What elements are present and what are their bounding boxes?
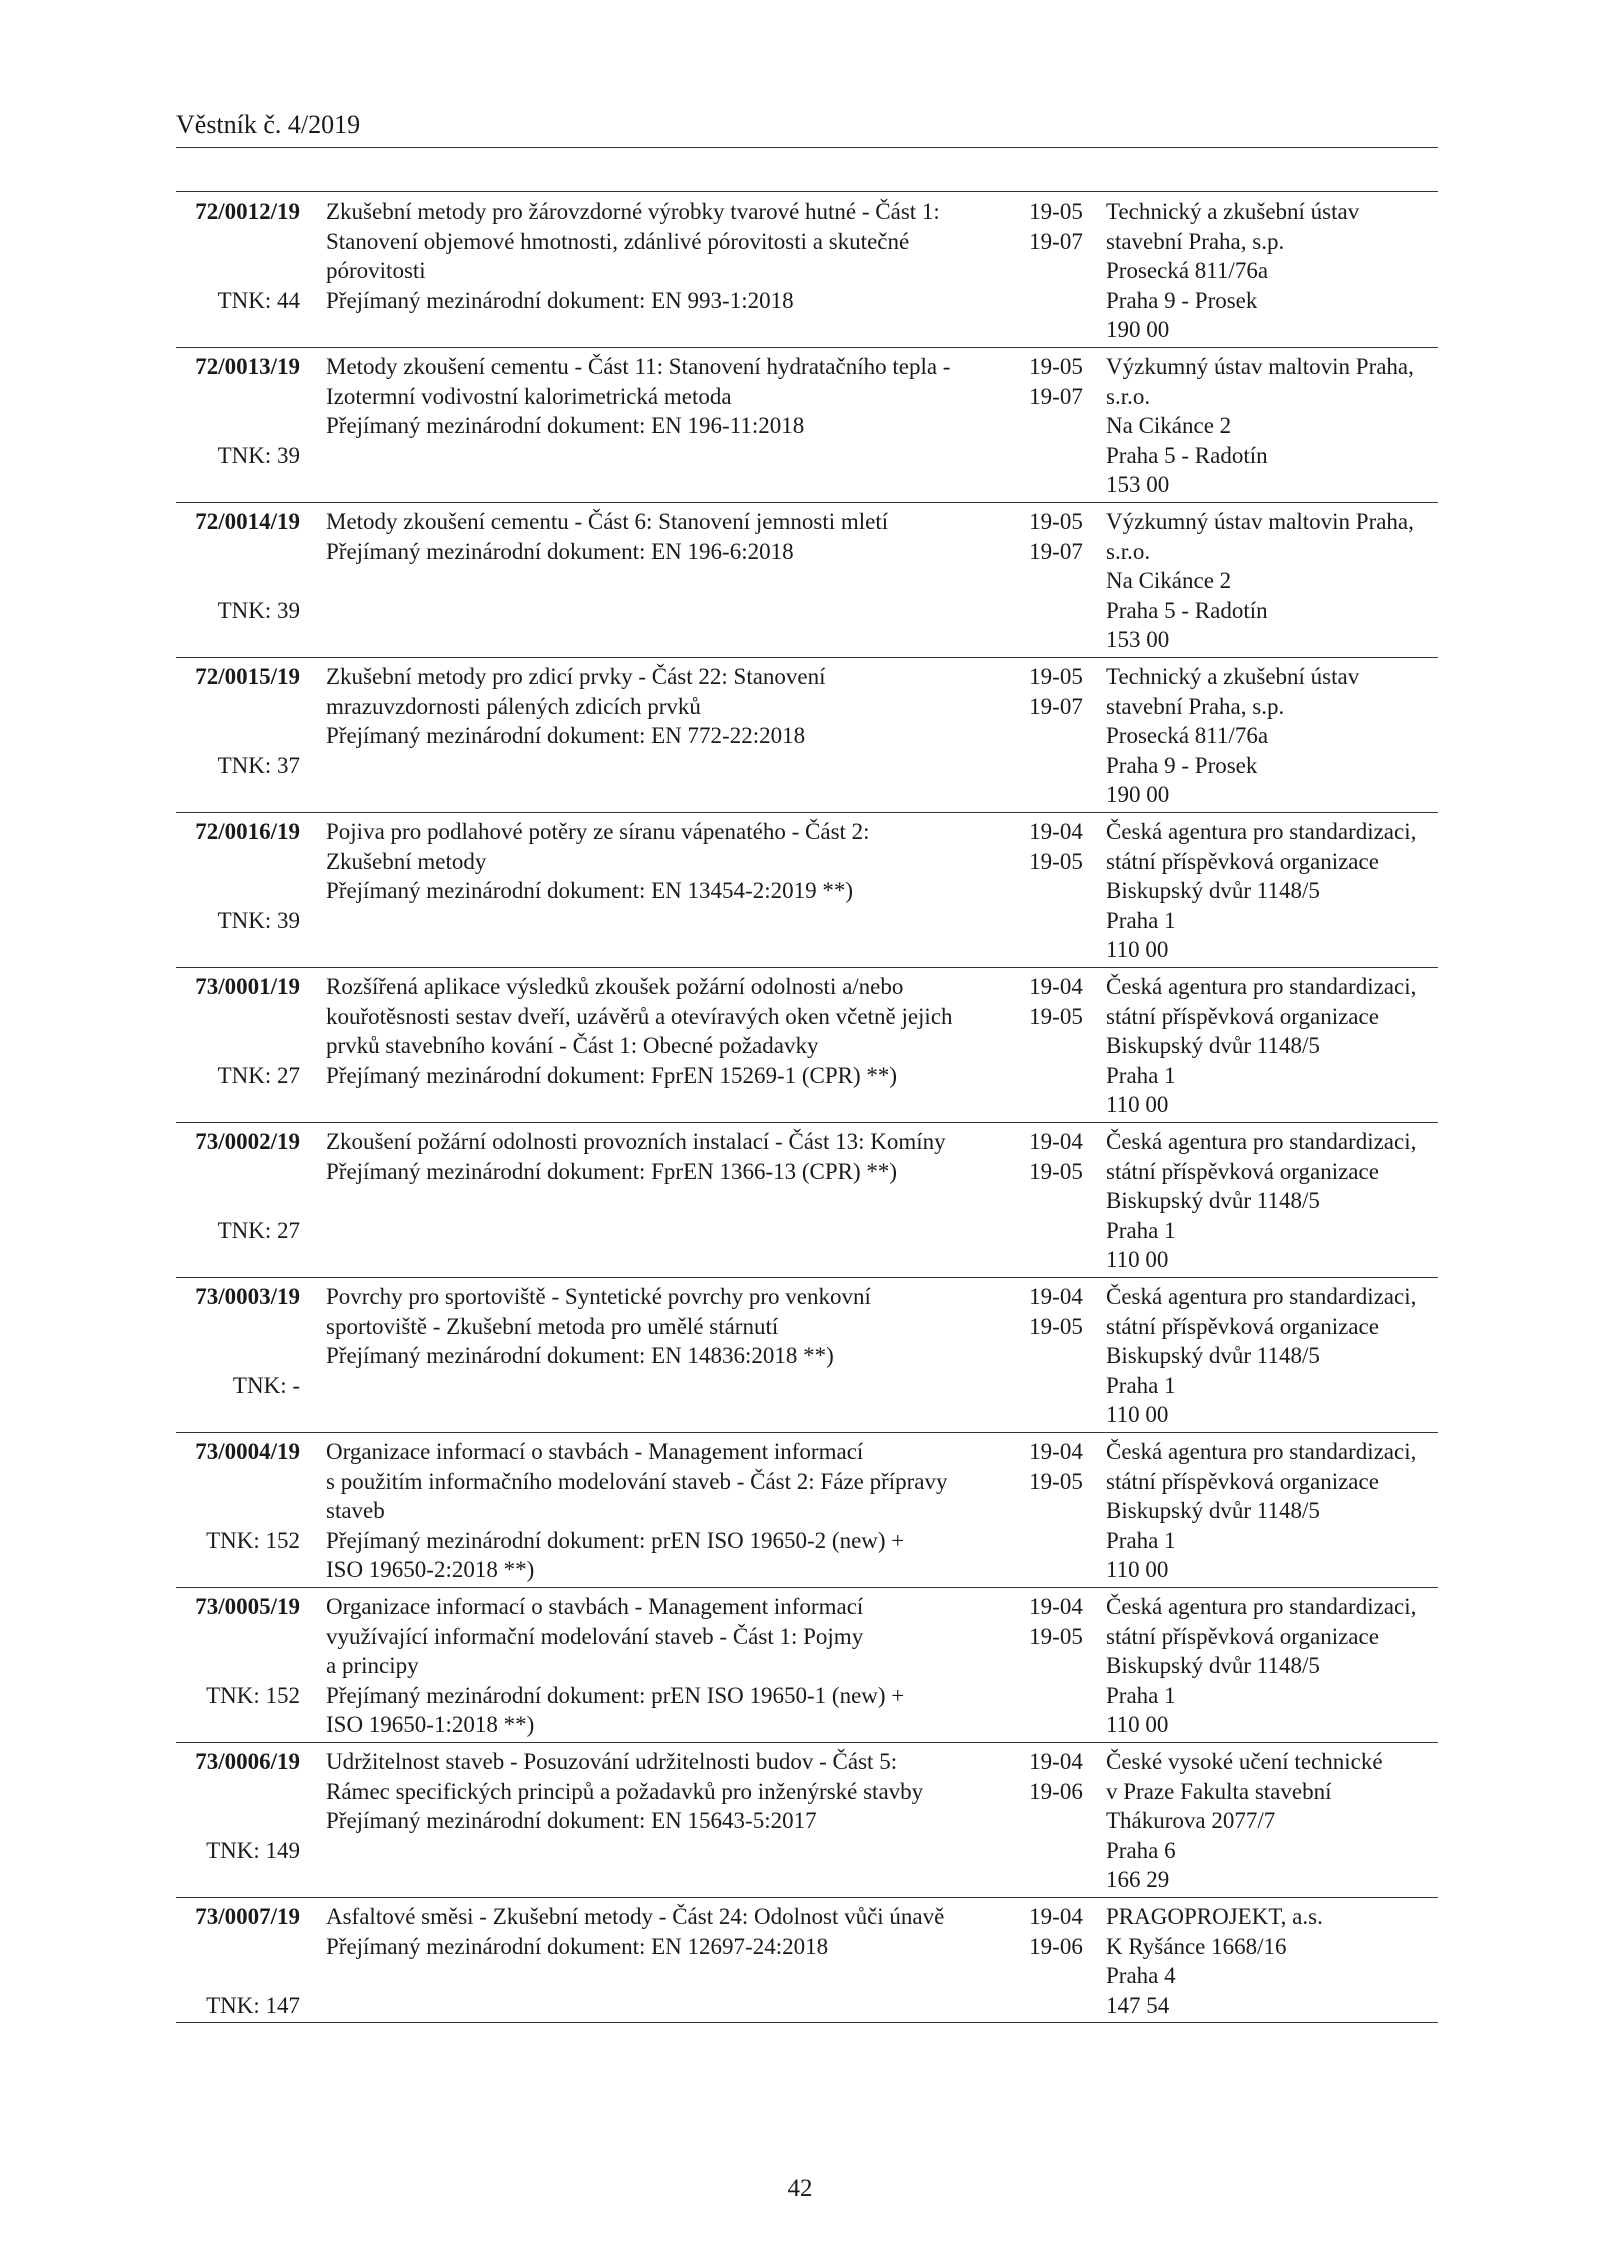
dates-cell — [1016, 1902, 1096, 1961]
processor-organization — [1106, 1127, 1446, 1275]
title-line: Metody zkoušení cementu - Část 11: Stanovení hydratačního tepla - — [326, 354, 951, 379]
organization-line: 153 00 — [1106, 472, 1170, 497]
dates-cell — [1016, 1127, 1096, 1186]
organization-line: 110 00 — [1106, 1247, 1169, 1272]
title-line: mrazuvzdornosti pálených zdicích prvků — [326, 693, 701, 719]
title-line: Přejímaný mezinárodní dokument: EN 196-6:2018 — [326, 538, 794, 564]
table-row — [176, 503, 1438, 658]
date-value: 19-07 — [1029, 228, 1083, 254]
bulletin-title: Věstník č. 4/2019 — [176, 110, 361, 139]
processor-organization — [1106, 352, 1446, 500]
standard-number: 72/0016/19 — [195, 819, 300, 844]
organization-line: Česká agentura pro standardizaci, — [1106, 1594, 1417, 1619]
tnk-label: TNK: 152 — [206, 1682, 300, 1708]
organization-line: 110 00 — [1106, 1092, 1169, 1117]
organization-line: státní příspěvková organizace — [1106, 1158, 1379, 1184]
standard-id-cell — [176, 968, 300, 1123]
table-row — [176, 658, 1438, 813]
standard-number: 73/0005/19 — [195, 1594, 300, 1619]
title-line: využívající informační modelování staveb - Část 1: Pojmy — [326, 1623, 864, 1649]
dates-cell — [1016, 972, 1096, 1031]
standard-id-cell — [176, 503, 300, 658]
organization-line: státní příspěvková organizace — [1106, 1468, 1379, 1494]
tnk-label: TNK: 149 — [206, 1837, 300, 1863]
date-value: 19-06 — [1029, 1933, 1083, 1959]
tnk-label: TNK: 147 — [206, 1992, 300, 2018]
table-row — [176, 1898, 1438, 2023]
table-row — [176, 1588, 1438, 1743]
organization-line: státní příspěvková organizace — [1106, 1623, 1379, 1649]
table-row — [176, 1433, 1438, 1588]
organization-line: Výzkumný ústav maltovin Praha, — [1106, 509, 1414, 534]
standard-number: 73/0002/19 — [195, 1129, 300, 1154]
date-value: 19-05 — [1029, 199, 1083, 224]
date-value: 19-05 — [1029, 1313, 1083, 1339]
table-row — [176, 193, 1438, 348]
title-line: Asfaltové směsi - Zkušební metody - Část 24: Odolnost vůči únavě — [326, 1904, 945, 1929]
table-row — [176, 1278, 1438, 1433]
organization-line: stavební Praha, s.p. — [1106, 693, 1285, 719]
table-top-rule — [176, 191, 1438, 192]
title-line: staveb — [326, 1498, 385, 1523]
organization-line: 190 00 — [1106, 782, 1170, 807]
title-line: kouřotěsnosti sestav dveří, uzávěrů a otevíravých oken včetně jejich — [326, 1003, 953, 1029]
title-line: a principy — [326, 1653, 419, 1678]
table-row — [176, 813, 1438, 968]
organization-line: Na Cikánce 2 — [1106, 568, 1232, 593]
standard-id-cell — [176, 1898, 300, 2023]
title-line: Přejímaný mezinárodní dokument: FprEN 1366-13 (CPR) **) — [326, 1158, 898, 1184]
organization-line: Česká agentura pro standardizaci, — [1106, 1439, 1417, 1464]
date-value: 19-04 — [1029, 1904, 1083, 1929]
dates-cell — [1016, 352, 1096, 411]
processor-organization — [1106, 817, 1446, 965]
date-value: 19-05 — [1029, 1003, 1083, 1029]
processor-organization — [1106, 662, 1446, 810]
organization-line: Technický a zkušební ústav — [1106, 664, 1360, 689]
standard-number: 73/0007/19 — [195, 1904, 300, 1929]
standard-id-cell — [176, 1123, 300, 1278]
organization-line: Prosecká 811/76a — [1106, 258, 1269, 283]
date-value: 19-07 — [1029, 693, 1083, 719]
organization-line: K Ryšánce 1668/16 — [1106, 1933, 1287, 1959]
standard-id-cell — [176, 1433, 300, 1588]
organization-line: Biskupský dvůr 1148/5 — [1106, 1653, 1320, 1678]
title-line: Zkušební metody pro žárovzdorné výrobky tvarové hutné - Část 1: — [326, 199, 940, 224]
standards-table — [176, 193, 1438, 2023]
date-value: 19-05 — [1029, 509, 1083, 534]
standard-id-cell — [176, 1743, 300, 1898]
standard-id-cell — [176, 1278, 300, 1433]
table-row — [176, 1743, 1438, 1898]
organization-line: státní příspěvková organizace — [1106, 1313, 1379, 1339]
standard-number: 72/0013/19 — [195, 354, 300, 379]
standard-id-cell — [176, 348, 300, 503]
organization-line: Praha 4 — [1106, 1963, 1176, 1988]
tnk-label: TNK: 44 — [217, 287, 300, 313]
tnk-label: TNK: 39 — [217, 442, 300, 468]
title-line: Zkušební metody — [326, 848, 487, 874]
organization-line: Výzkumný ústav maltovin Praha, — [1106, 354, 1414, 379]
title-line: Metody zkoušení cementu - Část 6: Stanovení jemnosti mletí — [326, 509, 889, 534]
organization-line: 110 00 — [1106, 1402, 1169, 1427]
date-value: 19-04 — [1029, 1439, 1083, 1464]
title-line: s použitím informačního modelování staveb - Část 2: Fáze přípravy — [326, 1468, 948, 1494]
standard-id-cell — [176, 1588, 300, 1743]
title-line: Přejímaný mezinárodní dokument: EN 15643-5:2017 — [326, 1808, 817, 1833]
tnk-label: TNK: 37 — [217, 752, 300, 778]
organization-line: s.r.o. — [1106, 538, 1151, 564]
date-value: 19-07 — [1029, 383, 1083, 409]
organization-line: Biskupský dvůr 1148/5 — [1106, 878, 1320, 903]
organization-line: Česká agentura pro standardizaci, — [1106, 1284, 1417, 1309]
organization-line: 166 29 — [1106, 1867, 1170, 1892]
date-value: 19-04 — [1029, 1594, 1083, 1619]
date-value: 19-05 — [1029, 1623, 1083, 1649]
table-row — [176, 968, 1438, 1123]
date-value: 19-04 — [1029, 1749, 1083, 1774]
organization-line: Praha 5 - Radotín — [1106, 442, 1268, 468]
standard-id-cell — [176, 658, 300, 813]
title-line: Rozšířená aplikace výsledků zkoušek požární odolnosti a/nebo — [326, 974, 904, 999]
organization-line: PRAGOPROJEKT, a.s. — [1106, 1904, 1323, 1929]
dates-cell — [1016, 1592, 1096, 1651]
organization-line: 190 00 — [1106, 317, 1170, 342]
date-value: 19-05 — [1029, 1158, 1083, 1184]
title-line: Přejímaný mezinárodní dokument: EN 993-1:2018 — [326, 287, 794, 313]
dates-cell — [1016, 817, 1096, 876]
title-line: Přejímaný mezinárodní dokument: EN 14836:2018 **) — [326, 1343, 834, 1368]
organization-line: Praha 1 — [1106, 1217, 1176, 1243]
title-line: Přejímaný mezinárodní dokument: EN 13454-2:2019 **) — [326, 878, 853, 903]
page-number: 42 — [787, 2175, 813, 2202]
title-line: Udržitelnost staveb - Posuzování udržitelnosti budov - Část 5: — [326, 1749, 898, 1774]
organization-line: státní příspěvková organizace — [1106, 1003, 1379, 1029]
organization-line: státní příspěvková organizace — [1106, 848, 1379, 874]
date-value: 19-07 — [1029, 538, 1083, 564]
organization-line: Thákurova 2077/7 — [1106, 1808, 1276, 1833]
title-line: Rámec specifických principů a požadavků pro inženýrské stavby — [326, 1778, 924, 1804]
processor-organization — [1106, 197, 1446, 345]
organization-line: Biskupský dvůr 1148/5 — [1106, 1188, 1320, 1213]
title-line: Přejímaný mezinárodní dokument: FprEN 15269-1 (CPR) **) — [326, 1062, 898, 1088]
processor-organization — [1106, 972, 1446, 1120]
date-value: 19-04 — [1029, 1284, 1083, 1309]
tnk-label: TNK: 27 — [217, 1217, 300, 1243]
processor-organization — [1106, 1747, 1446, 1895]
organization-line: Praha 1 — [1106, 1062, 1176, 1088]
organization-line: Praha 1 — [1106, 1682, 1176, 1708]
organization-line: Česká agentura pro standardizaci, — [1106, 974, 1417, 999]
processor-organization — [1106, 1592, 1446, 1740]
table-row — [176, 1123, 1438, 1278]
title-line: Přejímaný mezinárodní dokument: EN 12697-24:2018 — [326, 1933, 829, 1959]
standard-id-cell — [176, 193, 300, 348]
organization-line: Praha 9 - Prosek — [1106, 752, 1258, 778]
standard-number: 73/0006/19 — [195, 1749, 300, 1774]
organization-line: 153 00 — [1106, 627, 1170, 652]
date-value: 19-05 — [1029, 848, 1083, 874]
title-line: Přejímaný mezinárodní dokument: prEN ISO 19650-2 (new) + — [326, 1527, 905, 1553]
title-line: Organizace informací o stavbách - Management informací — [326, 1594, 864, 1619]
organization-line: Praha 5 - Radotín — [1106, 597, 1268, 623]
title-line: Zkušební metody pro zdicí prvky - Část 22: Stanovení — [326, 664, 826, 689]
organization-line: Česká agentura pro standardizaci, — [1106, 819, 1417, 844]
organization-line: Technický a zkušební ústav — [1106, 199, 1360, 224]
organization-line: v Praze Fakulta stavební — [1106, 1778, 1332, 1804]
table-row — [176, 348, 1438, 503]
title-line: Izotermní vodivostní kalorimetrická metoda — [326, 383, 732, 409]
dates-cell — [1016, 1747, 1096, 1806]
organization-line: Biskupský dvůr 1148/5 — [1106, 1033, 1320, 1058]
organization-line: Česká agentura pro standardizaci, — [1106, 1129, 1417, 1154]
date-value: 19-06 — [1029, 1778, 1083, 1804]
standard-number: 72/0014/19 — [195, 509, 300, 534]
organization-line: Biskupský dvůr 1148/5 — [1106, 1343, 1320, 1368]
tnk-label: TNK: - — [232, 1372, 300, 1398]
organization-line: Na Cikánce 2 — [1106, 413, 1232, 438]
date-value: 19-05 — [1029, 354, 1083, 379]
standard-number: 72/0015/19 — [195, 664, 300, 689]
date-value: 19-05 — [1029, 1468, 1083, 1494]
organization-line: České vysoké učení technické — [1106, 1749, 1383, 1774]
title-line: Stanovení objemové hmotnosti, zdánlivé pórovitosti a skutečné — [326, 228, 910, 254]
organization-line: Praha 1 — [1106, 1527, 1176, 1553]
date-value: 19-05 — [1029, 664, 1083, 689]
title-line: sportoviště - Zkušební metoda pro umělé stárnutí — [326, 1313, 779, 1339]
organization-line: Prosecká 811/76a — [1106, 723, 1269, 748]
date-value: 19-04 — [1029, 1129, 1083, 1154]
processor-organization — [1106, 507, 1446, 655]
title-line: Přejímaný mezinárodní dokument: prEN ISO 19650-1 (new) + — [326, 1682, 905, 1708]
title-line: Organizace informací o stavbách - Management informací — [326, 1439, 864, 1464]
tnk-label: TNK: 39 — [217, 597, 300, 623]
tnk-label: TNK: 27 — [217, 1062, 300, 1088]
dates-cell — [1016, 1282, 1096, 1341]
tnk-label: TNK: 152 — [206, 1527, 300, 1553]
dates-cell — [1016, 197, 1096, 256]
organization-line: 110 00 — [1106, 937, 1169, 962]
organization-line: 110 00 — [1106, 1557, 1169, 1582]
dates-cell — [1016, 507, 1096, 566]
page-header — [176, 111, 1438, 148]
organization-line: Praha 9 - Prosek — [1106, 287, 1258, 313]
tnk-label: TNK: 39 — [217, 907, 300, 933]
organization-line: s.r.o. — [1106, 383, 1151, 409]
dates-cell — [1016, 662, 1096, 721]
organization-line: stavební Praha, s.p. — [1106, 228, 1285, 254]
date-value: 19-04 — [1029, 974, 1083, 999]
standard-number: 73/0003/19 — [195, 1284, 300, 1309]
standard-id-cell — [176, 813, 300, 968]
title-line: Pojiva pro podlahové potěry ze síranu vápenatého - Část 2: — [326, 819, 870, 844]
title-line: Přejímaný mezinárodní dokument: EN 196-11:2018 — [326, 413, 805, 438]
organization-line: 147 54 — [1106, 1992, 1170, 2018]
title-line: ISO 19650-1:2018 **) — [326, 1712, 535, 1737]
organization-line: 110 00 — [1106, 1712, 1169, 1737]
processor-organization — [1106, 1437, 1446, 1585]
standard-number: 73/0001/19 — [195, 974, 300, 999]
title-line: Povrchy pro sportoviště - Syntetické povrchy pro venkovní — [326, 1284, 871, 1309]
processor-organization — [1106, 1282, 1446, 1430]
title-line: Zkoušení požární odolnosti provozních instalací - Část 13: Komíny — [326, 1129, 946, 1154]
standard-number: 72/0012/19 — [195, 199, 300, 224]
title-line: ISO 19650-2:2018 **) — [326, 1557, 535, 1582]
processor-organization — [1106, 1902, 1446, 2020]
standard-number: 73/0004/19 — [195, 1439, 300, 1464]
date-value: 19-04 — [1029, 819, 1083, 844]
organization-line: Praha 1 — [1106, 907, 1176, 933]
title-line: prvků stavebního kování - Část 1: Obecné požadavky — [326, 1033, 819, 1058]
title-line: Přejímaný mezinárodní dokument: EN 772-22:2018 — [326, 723, 806, 748]
organization-line: Praha 1 — [1106, 1372, 1176, 1398]
organization-line: Biskupský dvůr 1148/5 — [1106, 1498, 1320, 1523]
title-line: pórovitosti — [326, 258, 426, 283]
organization-line: Praha 6 — [1106, 1837, 1176, 1863]
dates-cell — [1016, 1437, 1096, 1496]
